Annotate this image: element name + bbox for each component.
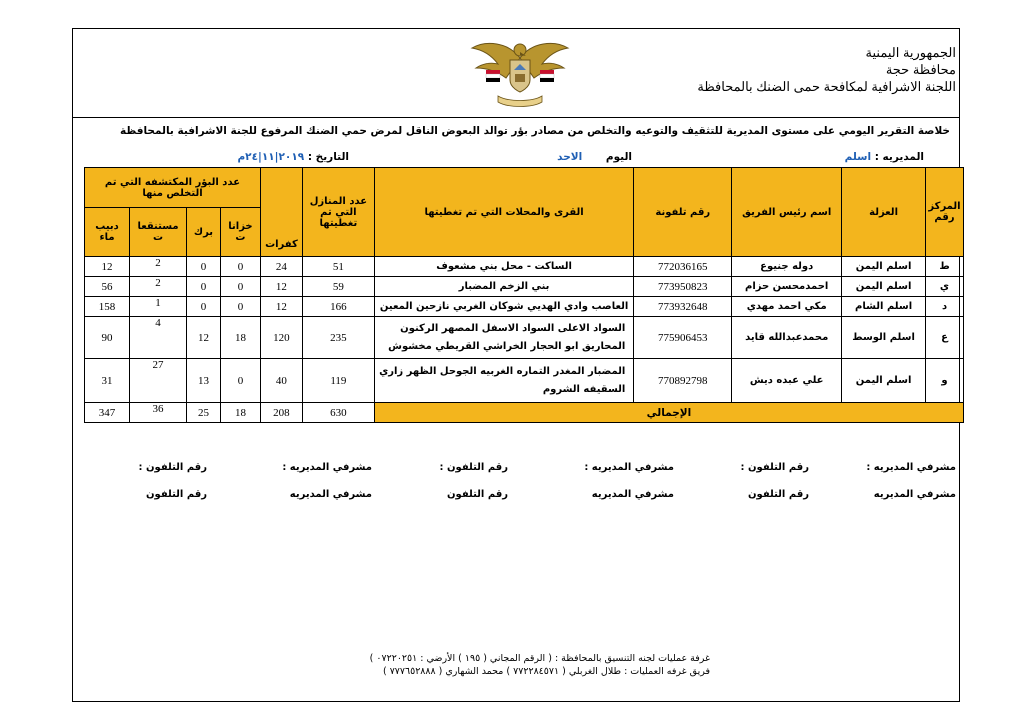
col-uzla: العزلة — [842, 168, 926, 257]
cell-leaking: 12 — [85, 257, 130, 277]
day-field — [557, 151, 632, 163]
cell-leader: علي عبده ديش — [732, 359, 842, 403]
col-villages: القرى والمحلات التي تم تغطيتها — [374, 168, 634, 257]
cell-swamps: 27 — [130, 359, 187, 403]
signature-phone-5: رقم التلفون — [447, 489, 508, 500]
col-phone: رقم تلفونة — [634, 168, 732, 257]
signature-phone-1: رقم التلفون : — [740, 462, 809, 473]
total-tanks: 18 — [220, 403, 260, 423]
cell-swamps: 4 — [130, 317, 187, 359]
day-label: اليوم — [605, 151, 632, 163]
cell-repeats: 12 — [260, 277, 302, 297]
col-ponds: برك — [187, 208, 221, 257]
cell-uzla: اسلم اليمن — [842, 257, 926, 277]
total-leaking: 347 — [85, 403, 130, 423]
cell-ponds: 0 — [187, 257, 221, 277]
footer-operations-room: غرفة عمليات لجنه التنسيق بالمحافظة : ( الرقم المجاني ( ١٩٥ ) الأرضي : ٠٧٢٢٠٢٥١ ) — [369, 653, 710, 664]
cell-phone: 772036165 — [634, 257, 732, 277]
national-emblem-icon — [468, 34, 572, 112]
signature-phone-6: رقم التلفون — [146, 489, 207, 500]
date-label: التاريخ : — [307, 151, 349, 163]
footer-contacts — [300, 652, 710, 678]
total-label: الإجمالي — [374, 403, 963, 423]
total-houses: 630 — [302, 403, 374, 423]
cell-houses: 51 — [302, 257, 374, 277]
report-title: خلاصة التقرير اليومي على مستوى المديرية للتثقيف والتوعيه والتخلص من مصادر بؤر توالد البعوض الناقل لمرض حمي الضنك المرفوع للجنة الاشرافية بالمحافظة — [119, 125, 950, 137]
cell-tanks: 0 — [220, 297, 260, 317]
cell-repeats: 24 — [260, 257, 302, 277]
cell-houses: 235 — [302, 317, 374, 359]
cell-uzla: اسلم الشام — [842, 297, 926, 317]
signature-supervisor-1: مشرفي المديريه : — [866, 462, 956, 473]
cell-phone: 773950823 — [634, 277, 732, 297]
col-sites-group: عدد البؤر المكتشفه التي تم التخلص منها — [85, 168, 261, 208]
cell-villages: بني الزخم المضبار — [374, 277, 634, 297]
cell-ponds: 13 — [187, 359, 221, 403]
signature-supervisor-2: مشرفي المديريه : — [584, 462, 674, 473]
table-row — [85, 277, 964, 297]
signature-phone-3: رقم التلفون : — [138, 462, 207, 473]
cell-ponds: 0 — [187, 297, 221, 317]
cell-center: ي — [926, 277, 964, 297]
cell-swamps: 2 — [130, 277, 187, 297]
cell-phone: 770892798 — [634, 359, 732, 403]
cell-houses: 119 — [302, 359, 374, 403]
letterhead-governorate: محافظة حجة — [885, 62, 956, 77]
district-value: اسلم — [844, 151, 872, 163]
cell-phone: 773932648 — [634, 297, 732, 317]
signature-supervisor-3: مشرفي المديريه : — [282, 462, 372, 473]
table-row — [85, 297, 964, 317]
cell-ponds: 0 — [187, 277, 221, 297]
total-swamps: 36 — [130, 403, 187, 423]
cell-houses: 59 — [302, 277, 374, 297]
footer-operations-team: فريق غرفه العمليات : طلال الغربلي ( ٧٧٢٢٨٤٥٧١ ) محمد الشهاري ( ٧٧٧٦٥٢٨٨٨ ) — [382, 666, 710, 677]
district-field — [845, 151, 924, 163]
table-row — [85, 317, 964, 359]
cell-repeats: 120 — [260, 317, 302, 359]
total-ponds: 25 — [187, 403, 221, 423]
cell-center: ط — [926, 257, 964, 277]
col-tanks: خزانا ت — [220, 208, 260, 257]
cell-leaking: 56 — [85, 277, 130, 297]
total-row — [85, 403, 964, 423]
header-divider — [72, 117, 960, 118]
cell-tanks: 0 — [220, 359, 260, 403]
cell-leader: محمدعبدالله قايد — [732, 317, 842, 359]
table-row — [85, 359, 964, 403]
cell-tanks: 18 — [220, 317, 260, 359]
cell-center: ع — [926, 317, 964, 359]
letterhead-committee: اللجنة الاشرافية لمكافحة حمى الضنك بالمحافظة — [697, 79, 956, 94]
cell-villages: المضبار المغدر التماره الغربيه الجوحل الظهر زاري السقيفه الشروم — [374, 359, 634, 403]
signature-supervisor-6: مشرفي المديريه — [289, 489, 372, 500]
cell-villages: السواد الاعلى السواد الاسفل المصهر الركنون المحاريق ابو الحجار الخراشي القريطي مخشوش — [374, 317, 634, 359]
letterhead — [697, 44, 956, 95]
report-table — [84, 167, 964, 423]
signature-supervisor-4: مشرفي المديريه — [873, 489, 956, 500]
signature-phone-2: رقم التلفون : — [439, 462, 508, 473]
cell-uzla: اسلم اليمن — [842, 359, 926, 403]
cell-swamps: 2 — [130, 257, 187, 277]
cell-leader: احمدمحسن حزام — [732, 277, 842, 297]
col-center: المركز رقم — [926, 168, 964, 257]
date-value: ٢٠١٩|١١|٢٤م — [237, 151, 305, 163]
cell-leaking: 31 — [85, 359, 130, 403]
cell-tanks: 0 — [220, 257, 260, 277]
cell-repeats: 12 — [260, 297, 302, 317]
signature-supervisor-5: مشرفي المديريه — [591, 489, 674, 500]
cell-houses: 166 — [302, 297, 374, 317]
cell-leaking: 90 — [85, 317, 130, 359]
day-value: الاحد — [557, 151, 583, 163]
cell-center: و — [926, 359, 964, 403]
district-label: المديريه : — [874, 151, 924, 163]
cell-repeats: 40 — [260, 359, 302, 403]
cell-ponds: 12 — [187, 317, 221, 359]
cell-phone: 775906453 — [634, 317, 732, 359]
col-repeats: كفرات — [260, 168, 302, 257]
cell-villages: الساكت - محل بني مشعوف — [374, 257, 634, 277]
signature-phone-4: رقم التلفون — [748, 489, 809, 500]
col-houses: عدد المنازل التي تم تغطيتها — [302, 168, 374, 257]
date-field — [237, 151, 349, 163]
col-leaking-water: دبيب ماء — [85, 208, 130, 257]
cell-leader: دوله جنيوع — [732, 257, 842, 277]
cell-leader: مكي احمد مهدي — [732, 297, 842, 317]
cell-uzla: اسلم اليمن — [842, 277, 926, 297]
cell-leaking: 158 — [85, 297, 130, 317]
cell-center: د — [926, 297, 964, 317]
total-repeats: 208 — [260, 403, 302, 423]
table-row — [85, 257, 964, 277]
cell-tanks: 0 — [220, 277, 260, 297]
cell-villages: العاصب وادي الهديي شوكان الغربي نازحين المعين — [374, 297, 634, 317]
cell-uzla: اسلم الوسط — [842, 317, 926, 359]
col-leader: اسم رئيس الفريق — [732, 168, 842, 257]
cell-swamps: 1 — [130, 297, 187, 317]
letterhead-country: الجمهورية اليمنية — [865, 45, 956, 60]
col-swamps: مستنقعا ت — [130, 208, 187, 257]
